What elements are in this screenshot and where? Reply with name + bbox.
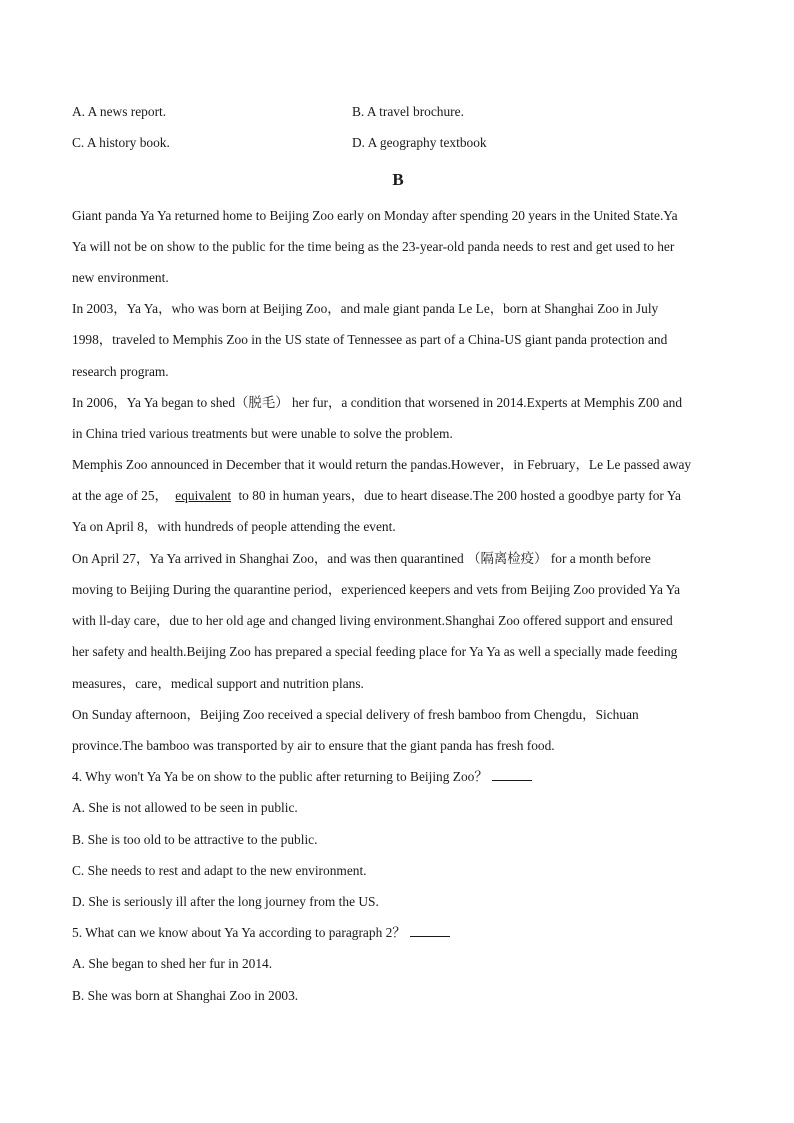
passage-line: measures，care，medical support and nutrition plans. — [72, 676, 364, 691]
passage-line: with ll-day care，due to her old age and changed living environment.Shanghai Zoo offered support and ensured — [72, 613, 673, 628]
passage-text: at the age of 25， — [72, 488, 168, 503]
q4-option-a: A. She is not allowed to be seen in public. — [72, 800, 298, 815]
q5-option-a: A. She began to shed her fur in 2014. — [72, 956, 273, 971]
section-heading: B — [392, 170, 404, 189]
question-4-stem — [72, 768, 532, 786]
question-text: 5. What can we know about Ya Ya according to paragraph 2？ — [72, 925, 406, 940]
answer-blank[interactable] — [410, 924, 450, 937]
passage-line: Ya on April 8，with hundreds of people attending the event. — [72, 519, 396, 534]
passage-line: 1998，traveled to Memphis Zoo in the US state of Tennessee as part of a China-US giant panda protection and — [72, 332, 668, 347]
passage-line: On April 27，Ya Ya arrived in Shanghai Zoo，and was then quarantined （隔离检疫） for a month before — [72, 551, 651, 566]
prev-option-b: B. A travel brochure. — [352, 104, 464, 119]
passage-line: In 2006，Ya Ya began to shed（脱毛） her fur，a condition that worsened in 2014.Experts at Memphis Z00 and — [72, 395, 683, 410]
passage-line: Giant panda Ya Ya returned home to Beijing Zoo early on Monday after spending 20 years in the United State.Ya — [72, 208, 678, 223]
prev-option-a: A. A news report. — [72, 104, 167, 119]
prev-option-c: C. A history book. — [72, 135, 170, 150]
passage-line: Ya will not be on show to the public for the time being as the 23-year-old panda needs to rest and get used to her — [72, 239, 675, 254]
q5-option-b: B. She was born at Shanghai Zoo in 2003. — [72, 988, 299, 1003]
q4-option-d: D. She is seriously ill after the long journey from the US. — [72, 894, 379, 909]
question-5-stem — [72, 924, 450, 942]
passage-line: new environment. — [72, 270, 169, 285]
passage-line: her safety and health.Beijing Zoo has prepared a special feeding place for Ya Ya as well a specially made feeding — [72, 644, 678, 659]
underlined-word: equivalent — [175, 488, 232, 503]
passage-line: in China tried various treatments but were unable to solve the problem. — [72, 426, 453, 441]
passage-line: Memphis Zoo announced in December that it would return the pandas.However，in February，Le Le passed away — [72, 457, 692, 472]
question-text: 4. Why won't Ya Ya be on show to the public after returning to Beijing Zoo？ — [72, 769, 488, 784]
passage-line — [72, 487, 681, 505]
passage-line: In 2003，Ya Ya，who was born at Beijing Zoo，and male giant panda Le Le，born at Shanghai Zoo in July — [72, 301, 659, 316]
passage-line: research program. — [72, 364, 169, 379]
passage-line: province.The bamboo was transported by air to ensure that the giant panda has fresh food. — [72, 738, 555, 753]
q4-option-b: B. She is too old to be attractive to the public. — [72, 832, 318, 847]
answer-blank[interactable] — [492, 768, 532, 781]
passage-line: On Sunday afternoon，Beijing Zoo received a special delivery of fresh bamboo from Chengdu，Sichuan — [72, 707, 639, 722]
passage-text: to 80 in human years，due to heart disease.The 200 hosted a goodbye party for Ya — [238, 488, 681, 503]
q4-option-c: C. She needs to rest and adapt to the new environment. — [72, 863, 367, 878]
passage-line: moving to Beijing During the quarantine period，experienced keepers and vets from Beijing Zoo provided Ya Ya — [72, 582, 681, 597]
prev-option-d: D. A geography textbook — [352, 135, 487, 150]
